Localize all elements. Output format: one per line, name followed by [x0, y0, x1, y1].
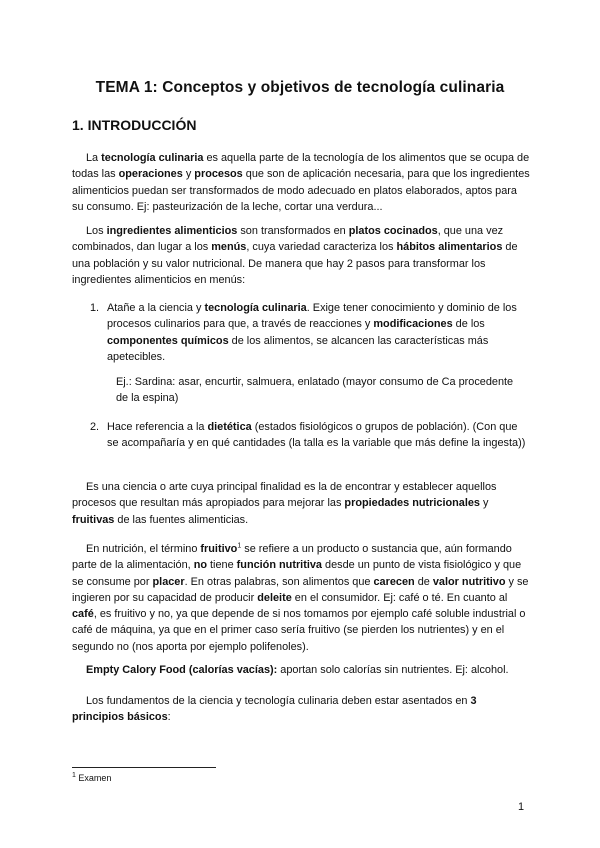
section-heading: 1. INTRODUCCIÓN: [72, 117, 197, 133]
paragraph-fruitivo: En nutrición, el término fruitivo$^1$ se refiere a un producto o sustancia que, aún formando parte de la alimentación, no tiene función nutritiva desde un punto de vista fisiológico y que se consume por placer. En otras palabras, son alimentos que carecen de valor nutritivo y se ingieren por su capacidad de producir deleite en el consumidor. Ej: café o té. En cuanto al café, es fruitivo y no, ya que depende de si nos tomamos por ejemplo café soluble industrial o café de máquina, ya que en el primer caso sería fruitivo (se pierden los nutrientes) y en el segundo no (nos aporta por ejemplo polifenoles).: [72, 542, 529, 653]
footnote-reference[interactable]: 1: [237, 542, 242, 550]
document-title: TEMA 1: Conceptos y objetivos de tecnología culinaria: [95, 79, 505, 96]
paragraph-tecnologia-culinaria: La tecnología culinaria es aquella parte de la tecnología de los alimentos que se ocupa de todas las operaciones y procesos que son de aplicación necesaria, para que los ingredientes alimenticios puedan ser transformados de modo adecuado en platos elaborados, aptos para su consumo. Ej: pasteurización de la leche, cortar una verdura...: [72, 152, 530, 213]
paragraph-empty-calory: Empty Calory Food (calorías vacías): aportan solo calorías sin nutrientes. Ej: alcohol.: [86, 664, 509, 676]
paragraph-fundamentos: Los fundamentos de la ciencia y tecnología culinaria deben estar asentados en 3 principios básicos:: [72, 695, 477, 724]
list-number: 1.: [90, 302, 100, 314]
paragraph-ingredientes: Los ingredientes alimenticios son transformados en platos cocinados, que una vez combinados, dan lugar a los menús, cuya variedad caracteriza los hábitos alimentarios de una población y su valor nutricional. De manera que hay 2 pasos para transformar los ingredientes alimenticios en menús:: [72, 225, 518, 286]
list-number: 2.: [90, 421, 100, 433]
list-item-1: 1. Atañe a la ciencia y tecnología culinaria. Exige tener conocimiento y dominio de los procesos culinarios para que, a través de reacciones y modificaciones de los componentes químicos de los alimentos, se alcancen las características más apetecibles.: [90, 302, 517, 363]
footnote: $^1$ Examen: [72, 772, 112, 783]
list-item-2: 2. Hace referencia a la dietética (estados fisiológicos o grupos de población). (Con que se acompañaría y en qué cantidades (la talla es la variable que más define la ingesta)): [90, 421, 526, 450]
list-example: Ej.: Sardina: asar, encurtir, salmuera, enlatado (mayor consumo de Ca procedente de la espina): [116, 376, 514, 405]
paragraph-ciencia-arte: Es una ciencia o arte cuya principal finalidad es la de encontrar y establecer aquellos procesos que resultan más apropiados para mejorar las propiedades nutricionales y fruitivas de las fuentes alimenticias.: [72, 481, 497, 526]
footnote-divider: [72, 767, 216, 768]
page-number: 1: [518, 801, 525, 813]
